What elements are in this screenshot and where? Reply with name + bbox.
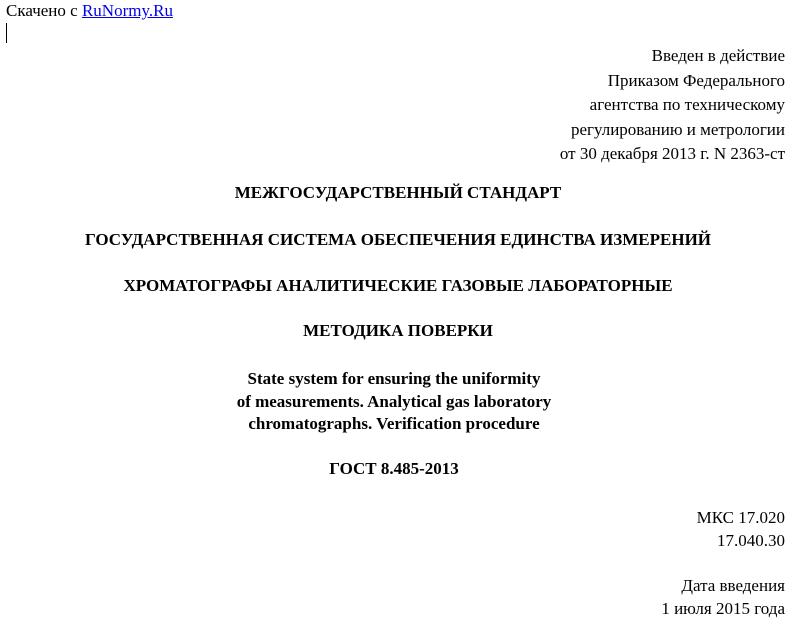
english-title-line: State system for ensuring the uniformity — [247, 369, 541, 388]
approval-line: от 30 декабря 2013 г. N 2363-ст — [559, 144, 785, 163]
classification-line: 17.040.30 — [717, 531, 785, 550]
classification-block — [697, 506, 785, 552]
classification-line: МКС 17.020 — [696, 508, 785, 527]
subject-heading: ХРОМАТОГРАФЫ АНАЛИТИЧЕСКИЕ ГАЗОВЫЕ ЛАБОРАТОРНЫЕ — [123, 276, 673, 295]
method-heading: МЕТОДИКА ПОВЕРКИ — [303, 321, 493, 340]
source-line — [6, 1, 173, 21]
introduction-line: Дата введения — [681, 576, 785, 595]
english-title-line: chromatographs. Verification procedure — [248, 414, 540, 433]
runormy-link[interactable]: RuNormy.Ru — [81, 1, 173, 20]
system-heading: ГОСУДАРСТВЕННАЯ СИСТЕМА ОБЕСПЕЧЕНИЯ ЕДИНСТВА ИЗМЕРЕНИЙ — [84, 230, 712, 249]
standard-type-heading: МЕЖГОСУДАРСТВЕННЫЙ СТАНДАРТ — [234, 183, 562, 202]
approval-line: регулированию и метрологии — [570, 119, 785, 139]
approval-line: Приказом Федерального — [607, 70, 785, 90]
approval-line: Введен в действие — [651, 46, 785, 65]
source-prefix: Скачено с — [6, 1, 82, 20]
text-cursor — [6, 23, 7, 43]
approval-line: агентства по техническому — [589, 95, 785, 114]
introduction-date-block — [661, 574, 785, 620]
gost-number: ГОСТ 8.485-2013 — [329, 459, 459, 478]
english-title-line: of measurements. Analytical gas laboratory — [236, 391, 552, 411]
approval-block — [560, 44, 785, 167]
english-title — [0, 368, 788, 436]
introduction-line: 1 июля 2015 года — [661, 599, 785, 618]
